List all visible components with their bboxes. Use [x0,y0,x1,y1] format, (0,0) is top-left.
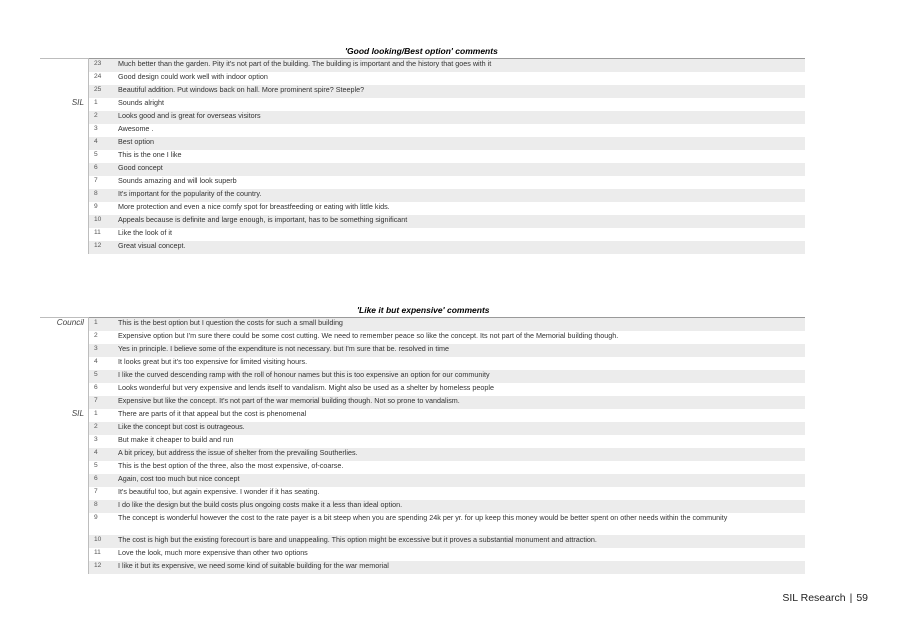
section-title-like-but-expensive: 'Like it but expensive' comments [357,305,490,315]
respondent-group [40,513,89,535]
comment-text: Awesome . [118,123,154,133]
comment-number: 11 [89,228,117,241]
comment-row [40,548,805,561]
comment-text: I do like the design but the build costs plus ongoing costs make it a less than ideal option. [116,500,805,513]
comment-number: 6 [89,163,117,176]
comment-row [40,72,805,85]
respondent-group [40,548,89,561]
comment-text: Good design could work well with indoor option [118,71,268,81]
comment-row [40,344,805,357]
comment-number: 1 [89,98,117,111]
comment-number: 9 [89,513,117,535]
comment-text: Much better than the garden. Pity it's not part of the building. The building is important and the history that goes with it [116,59,805,72]
page-footer [782,592,868,604]
respondent-group [40,396,89,409]
comment-row [40,370,805,383]
respondent-group [40,383,89,396]
respondent-group [40,344,89,357]
comment-row [40,474,805,487]
comment-text: It looks great but it's too expensive for limited visiting hours. [118,356,308,366]
comment-row [40,513,805,535]
comment-row [40,448,805,461]
comment-number: 7 [89,487,117,500]
respondent-group [40,163,89,176]
comment-text: A bit pricey, but address the issue of shelter from the prevailing Southerlies. [116,448,805,461]
footer-org: SIL Research [782,592,846,604]
section-title-good-looking: 'Good looking/Best option' comments [345,46,498,56]
comment-text: The concept is wonderful however the cost to the rate payer is a bit steep when you are spending 24k per yr. for up keep this money would be better spent on other needs within the community [118,512,728,522]
comment-number: 8 [89,189,117,202]
comment-text: This is the one I like [118,149,182,159]
comment-number: 5 [89,370,117,383]
comment-number: 25 [89,85,117,98]
comment-number: 3 [89,124,117,137]
comment-row [40,241,805,254]
comment-number: 8 [89,500,117,513]
comment-row [40,228,805,241]
comment-number: 10 [89,215,117,228]
comment-number: 10 [89,535,117,548]
respondent-group: Council [40,318,89,331]
comment-number: 23 [89,59,117,72]
respondent-group [40,85,89,98]
comment-row [40,357,805,370]
comment-number: 5 [89,461,117,474]
comment-row [40,202,805,215]
comment-row [40,85,805,98]
respondent-group [40,370,89,383]
comment-row [40,98,805,111]
respondent-group [40,561,89,574]
comment-text: Sounds alright [118,97,164,107]
comment-text: The cost is high but the existing forecourt is bare and unappealing. This option might be excessive but it proves a substantial monument and attraction. [116,535,805,548]
comment-number: 3 [89,344,117,357]
comment-number: 2 [89,111,117,124]
comment-text: I like the curved descending ramp with the roll of honour names but this is too expensive an option for our community [116,370,805,383]
respondent-group [40,111,89,124]
respondent-group [40,474,89,487]
respondent-group [40,228,89,241]
comment-row [40,318,805,331]
comment-row [40,461,805,474]
like-but-expensive-comments-table [40,317,805,574]
respondent-group [40,461,89,474]
respondent-group [40,150,89,163]
respondent-group: SIL [71,97,84,107]
comment-number: 6 [89,474,117,487]
respondent-group [40,448,89,461]
comment-text: There are parts of it that appeal but the cost is phenomenal [118,408,307,418]
comment-row [40,535,805,548]
comment-text: Expensive but like the concept. It's not part of the war memorial building though. Not so prone to vandalism. [116,396,805,409]
comment-number: 6 [89,383,117,396]
comment-number: 4 [89,357,117,370]
comment-text: Yes in principle. I believe some of the expenditure is not necessary. but I'm sure that be. resolved in time [116,344,805,357]
comment-text: Again, cost too much but nice concept [116,474,805,487]
comment-row [40,396,805,409]
comment-row [40,500,805,513]
comment-row [40,561,805,574]
comment-row [40,150,805,163]
respondent-group [40,422,89,435]
comment-number: 5 [89,150,117,163]
comment-row [40,331,805,344]
comment-number: 11 [89,548,117,561]
comment-text: Sounds amazing and will look superb [118,175,237,185]
comment-row [40,111,805,124]
comment-text: This is the best option of the three, also the most expensive, of-coarse. [118,460,344,470]
comment-number: 4 [89,448,117,461]
footer-separator: | [849,592,853,604]
comment-text: More protection and even a nice comfy spot for breastfeeding or eating with little kids. [118,201,390,211]
comment-row [40,176,805,189]
respondent-group [40,535,89,548]
comment-number: 7 [89,396,117,409]
comment-row [40,487,805,500]
comment-number: 3 [89,435,117,448]
comment-text: It's beautiful too, but again expensive. I wonder if it has seating. [118,486,320,496]
comment-number: 2 [89,331,117,344]
comment-row [40,422,805,435]
comment-row [40,435,805,448]
respondent-group [40,176,89,189]
comment-number: 1 [89,318,117,331]
respondent-group [40,241,89,254]
respondent-group [40,124,89,137]
comment-number: 9 [89,202,117,215]
comment-row [40,124,805,137]
comment-text: Love the look, much more expensive than other two options [118,547,308,557]
respondent-group: SIL [71,408,84,418]
comment-text: Expensive option but I'm sure there could be some cost cutting. We need to remember peace so like the concept. Its not part of the Memorial building though. [118,330,619,340]
comment-text: Like the concept but cost is outrageous. [116,422,805,435]
comment-text: Like the look of it [118,227,172,237]
comment-number: 1 [89,409,117,422]
comment-text: This is the best option but I question the costs for such a small building [116,318,805,331]
respondent-group [40,435,89,448]
respondent-group [40,137,89,150]
page-number: 59 [856,592,868,604]
comment-number: 7 [89,176,117,189]
respondent-group [40,500,89,513]
comment-row [40,215,805,228]
comment-text: But make it cheaper to build and run [118,434,234,444]
comment-text: Great visual concept. [116,241,805,254]
respondent-group [40,72,89,85]
respondent-group [40,487,89,500]
respondent-group [40,357,89,370]
respondent-group [40,59,89,72]
comment-number: 24 [89,72,117,85]
comment-row [40,137,805,150]
comment-row [40,59,805,72]
comment-text: Beautiful addition. Put windows back on hall. More prominent spire? Steeple? [116,85,805,98]
comment-text: I like it but its expensive, we need some kind of suitable building for the war memorial [116,561,805,574]
comment-number: 12 [89,241,117,254]
comment-row [40,163,805,176]
comment-text: Good concept [116,163,805,176]
respondent-group [40,189,89,202]
respondent-group [40,331,89,344]
comment-text: Best option [116,137,805,150]
comment-row [40,383,805,396]
comment-number: 12 [89,561,117,574]
comment-text: Looks good and is great for overseas visitors [116,111,805,124]
comment-text: Appeals because is definite and large enough, is important, has to be something significant [116,215,805,228]
respondent-group [40,215,89,228]
comment-text: It's important for the popularity of the country. [116,189,805,202]
comment-row [40,189,805,202]
good-looking-comments-table [40,58,805,254]
respondent-group [40,202,89,215]
comment-number: 4 [89,137,117,150]
comment-row [40,409,805,422]
comment-number: 2 [89,422,117,435]
comment-text: Looks wonderful but very expensive and lends itself to vandalism. Might also be used as a shelter by homeless people [118,382,494,392]
